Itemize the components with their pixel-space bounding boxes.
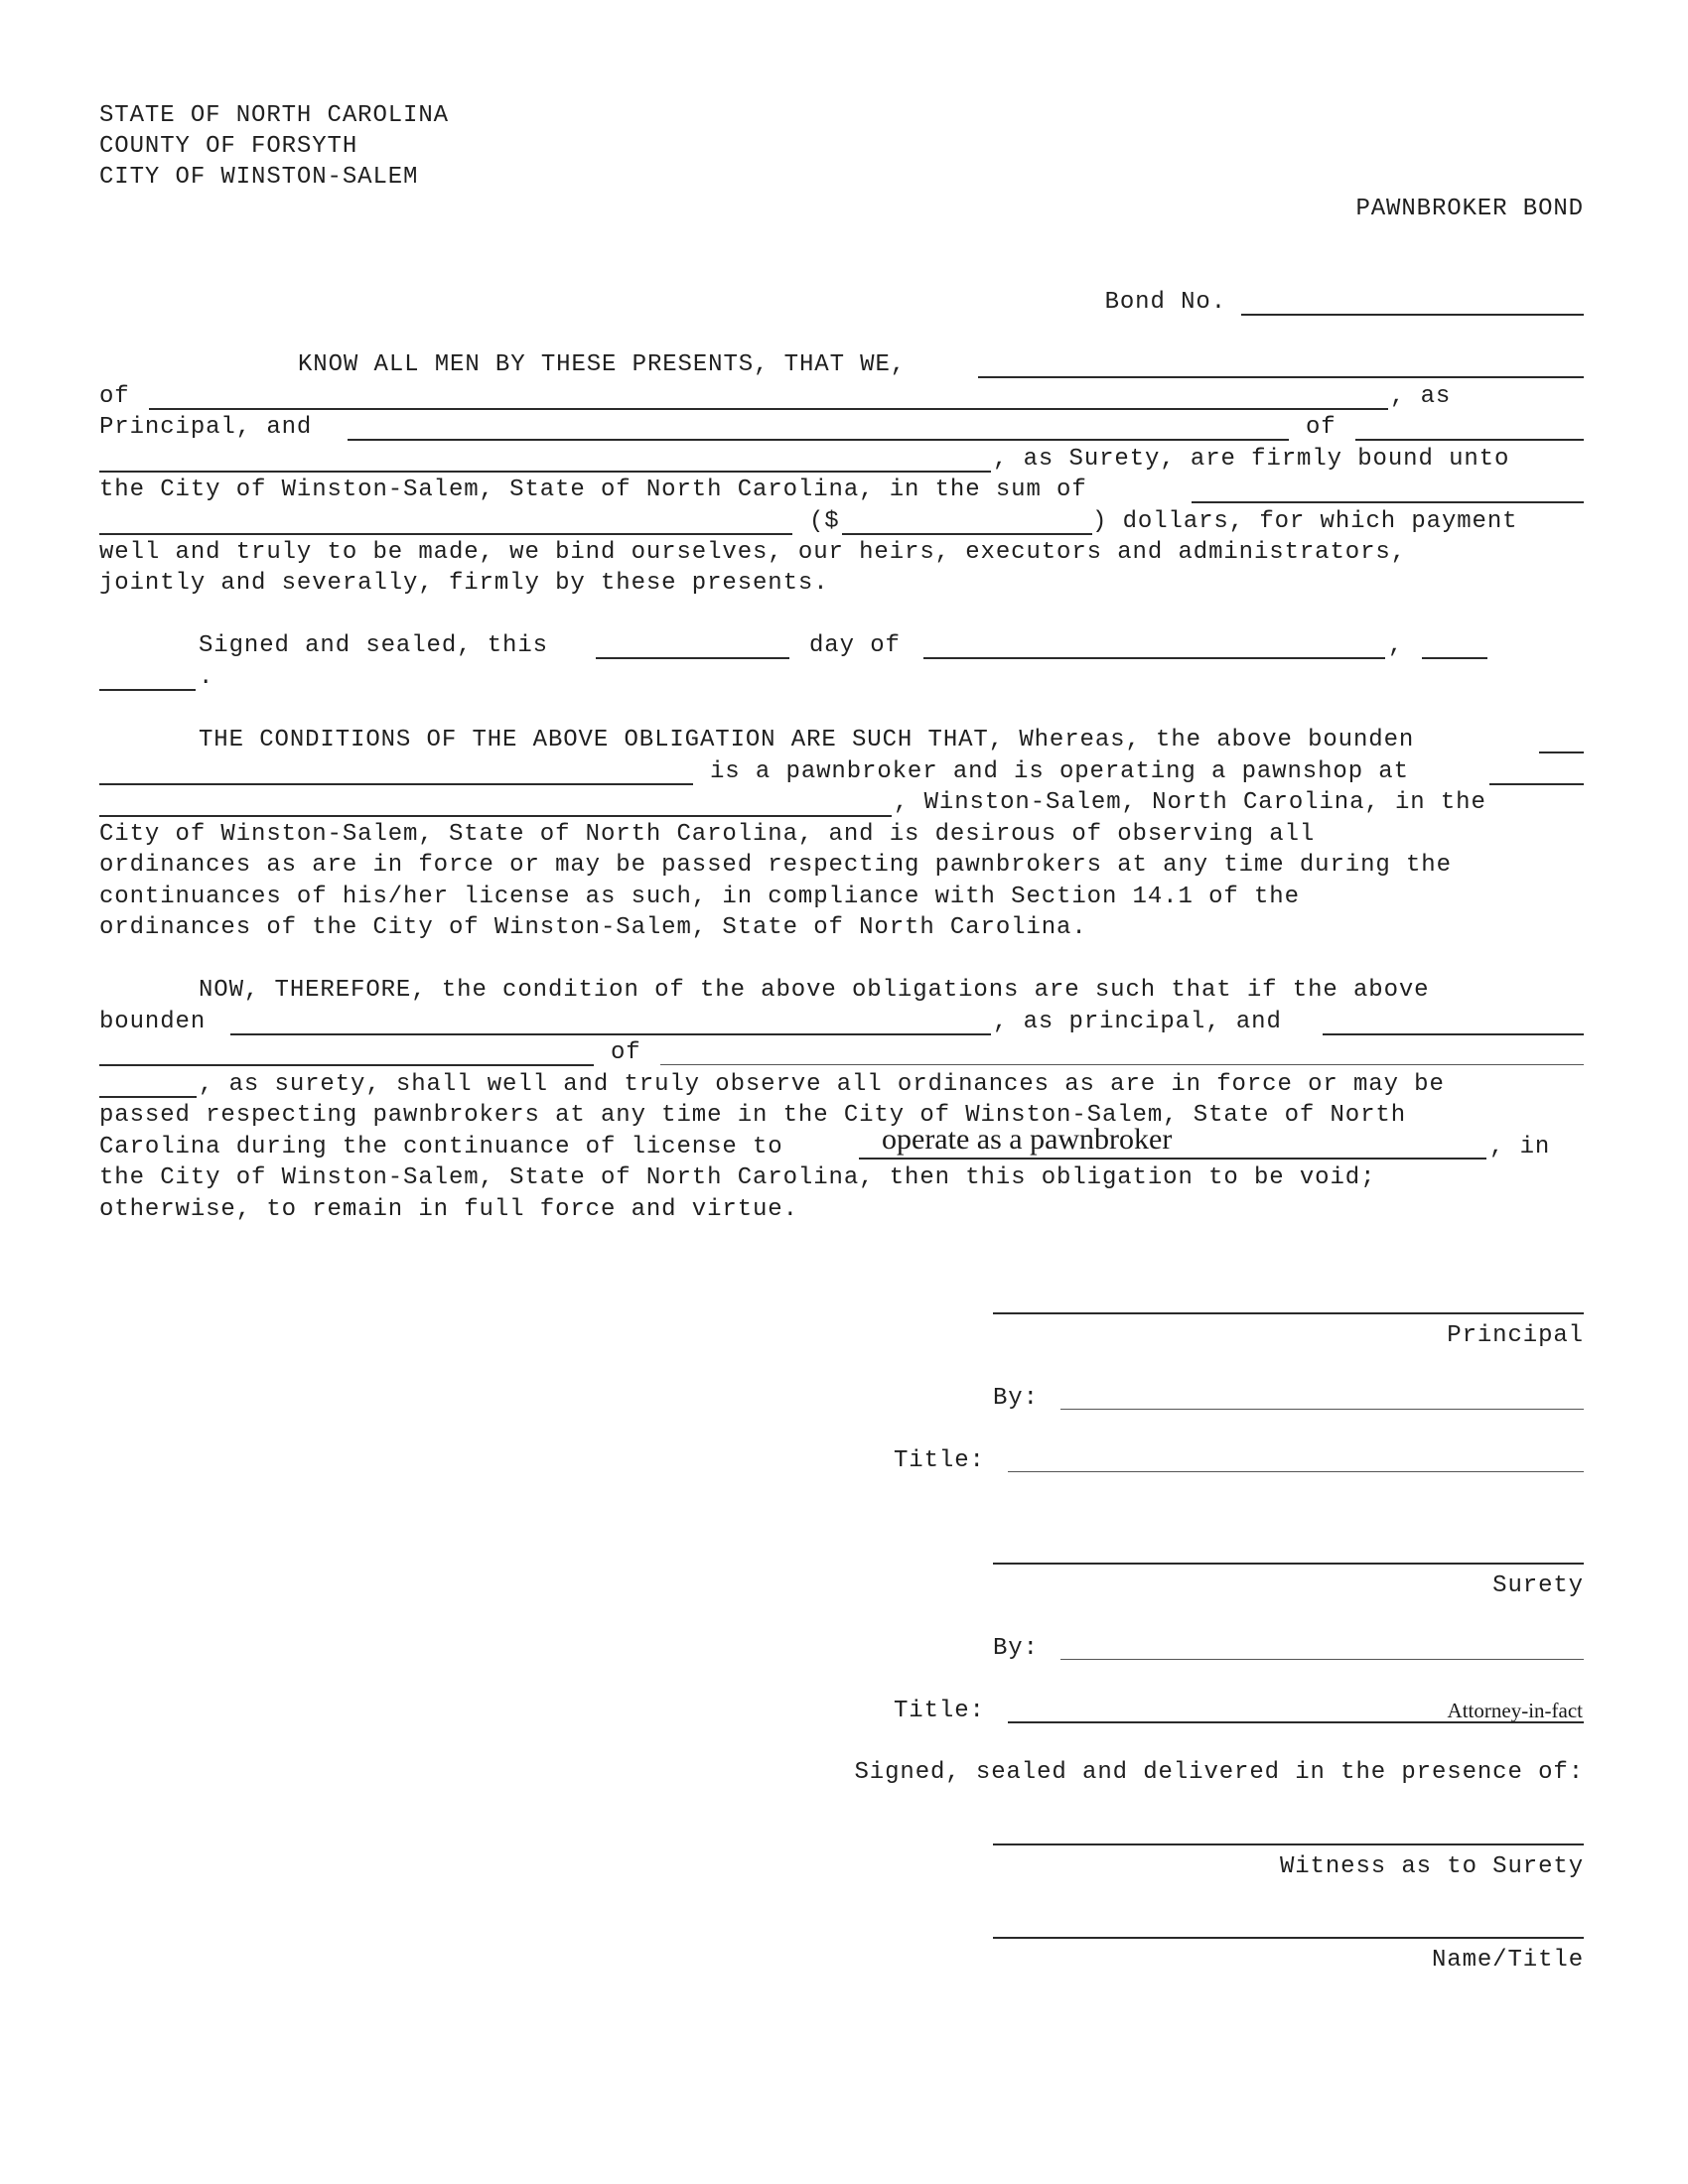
bond-no-label: Bond No. — [1104, 289, 1226, 316]
surety-label: Surety — [1492, 1572, 1584, 1599]
name-title-label: Name/Title — [1431, 1947, 1584, 1974]
surety-address-field-b[interactable] — [99, 471, 991, 473]
dollar-open: ($ — [809, 508, 840, 535]
principal-title-label: Title: — [894, 1447, 985, 1474]
conditions-line-4: City of Winston-Salem, State of North Carolina, and is desirous of observing all — [99, 821, 1316, 848]
know-all-men-text: KNOW ALL MEN BY THESE PRESENTS, THAT WE, — [298, 351, 907, 378]
comma: , — [1388, 632, 1404, 659]
conditions-line-7: ordinances of the City of Winston-Salem, State of North Carolina. — [99, 914, 1087, 941]
surety-of-field-a[interactable] — [660, 1064, 1584, 1065]
principal-and-label: Principal, and — [99, 414, 313, 441]
therefore-line-4: passed respecting pawnbrokers at any time in the City of Winston-Salem, State of North — [99, 1102, 1407, 1129]
pawnshop-address-field-b[interactable] — [99, 815, 892, 817]
sum-amount-field[interactable] — [842, 533, 1092, 535]
conditions-line-3: , Winston-Salem, North Carolina, in the — [894, 789, 1486, 816]
city-line: CITY OF WINSTON-SALEM — [99, 164, 419, 191]
therefore-line-5b: , in — [1489, 1134, 1551, 1160]
therefore-line-3: , as surety, shall well and truly observe all ordinances as are in force or may be — [199, 1071, 1445, 1098]
state-line: STATE OF NORTH CAROLINA — [99, 102, 449, 129]
surety-bound-text: , as Surety, are firmly bound unto — [993, 446, 1510, 473]
pawnshop-address-field-a[interactable] — [1489, 783, 1584, 785]
presence-text: Signed, sealed and delivered in the presence of: — [854, 1759, 1584, 1786]
conditions-line-6: continuances of his/her license as such, in compliance with Section 14.1 of the — [99, 884, 1300, 910]
surety-name-field[interactable] — [348, 439, 1289, 441]
principal-bounden-field[interactable] — [230, 1033, 991, 1035]
surety-title-label: Title: — [894, 1698, 985, 1724]
principal-address-field[interactable] — [149, 408, 1388, 410]
day-of-label: day of — [809, 632, 901, 659]
surety-address-field-a[interactable] — [1355, 439, 1584, 441]
as-label: , as — [1390, 383, 1452, 410]
principal-name-field[interactable] — [978, 376, 1584, 378]
surety-bounden-field-a[interactable] — [1323, 1033, 1584, 1035]
surety-of-field-b[interactable] — [99, 1096, 197, 1098]
therefore-line-7: otherwise, to remain in full force and virtue. — [99, 1196, 798, 1223]
city-sum-text: the City of Winston-Salem, State of North Carolina, in the sum of — [99, 477, 1087, 503]
principal-label: Principal — [1447, 1322, 1584, 1349]
sum-words-field-a[interactable] — [1192, 501, 1584, 503]
principal-by-field[interactable] — [1060, 1409, 1584, 1410]
name-title-line[interactable] — [993, 1937, 1584, 1939]
attorney-fill-text: Attorney-in-fact — [1447, 1699, 1583, 1722]
period: . — [199, 664, 214, 691]
conditions-line-1: THE CONDITIONS OF THE ABOVE OBLIGATION ARE SUCH THAT, Whereas, the above bounden — [199, 727, 1415, 753]
day-field[interactable] — [596, 657, 789, 659]
year-field-a[interactable] — [1422, 657, 1487, 659]
principal-signature-line[interactable] — [993, 1312, 1584, 1314]
bounden-field-b[interactable] — [99, 783, 693, 785]
therefore-line-5a: Carolina during the continuance of license to — [99, 1134, 783, 1160]
bounden-label: bounden — [99, 1009, 207, 1035]
conditions-line-2: is a pawnbroker and is operating a pawnshop at — [710, 758, 1409, 785]
surety-bounden-field-b[interactable] — [99, 1064, 594, 1066]
license-fill-text: operate as a pawnbroker — [882, 1123, 1173, 1156]
surety-by-label: By: — [993, 1635, 1039, 1662]
license-field[interactable] — [859, 1158, 1486, 1160]
county-line: COUNTY OF FORSYTH — [99, 133, 358, 160]
witness-label: Witness as to Surety — [1279, 1853, 1584, 1880]
of-label: of — [99, 383, 130, 410]
bounden-field-a[interactable] — [1539, 751, 1584, 753]
bind-text: well and truly to be made, we bind ourselves, our heirs, executors and administrators, — [99, 539, 1407, 566]
of-label-2: of — [1306, 414, 1336, 441]
month-field[interactable] — [923, 657, 1385, 659]
sum-words-field-b[interactable] — [99, 533, 792, 535]
bond-no-field[interactable] — [1241, 314, 1584, 316]
of-label-3: of — [611, 1039, 641, 1066]
signed-sealed-text: Signed and sealed, this — [199, 632, 548, 659]
therefore-line-6: the City of Winston-Salem, State of North Carolina, then this obligation to be void; — [99, 1164, 1376, 1191]
principal-title-field[interactable] — [1008, 1471, 1584, 1472]
form-title: PAWNBROKER BOND — [1355, 196, 1584, 222]
dollars-payment-text: ) dollars, for which payment — [1092, 508, 1518, 535]
as-principal-text: , as principal, and — [993, 1009, 1282, 1035]
jointly-text: jointly and severally, firmly by these presents. — [99, 570, 829, 597]
surety-by-field[interactable] — [1060, 1659, 1584, 1660]
principal-by-label: By: — [993, 1385, 1039, 1412]
therefore-line-1: NOW, THEREFORE, the condition of the above obligations are such that if the above — [199, 977, 1430, 1004]
conditions-line-5: ordinances as are in force or may be passed respecting pawnbrokers at any time during the — [99, 852, 1452, 879]
year-field-b[interactable] — [99, 689, 196, 691]
surety-signature-line[interactable] — [993, 1563, 1584, 1565]
witness-signature-line[interactable] — [993, 1843, 1584, 1845]
